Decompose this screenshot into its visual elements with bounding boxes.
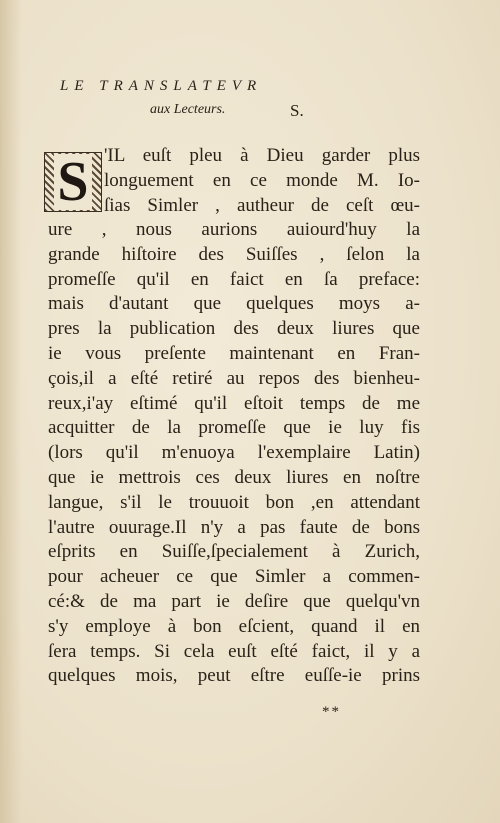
text-line: 'IL euſt pleu à Dieu garder plus — [104, 145, 420, 166]
text-line: ſera temps. Si cela euſt eſté faict, il y a — [48, 640, 420, 662]
text-line: promeſſe qu'il en faict en ſa preface: — [48, 268, 420, 290]
page-gutter-shadow — [0, 0, 22, 823]
text-line: acquitter de la promeſſe que ie luy fis — [48, 417, 420, 439]
drop-cap-letter: S — [54, 154, 91, 210]
body-text — [48, 218, 420, 689]
first-lines-block — [104, 144, 420, 218]
text-line: mais d'autant que quelques moys a- — [48, 293, 420, 315]
text-line: ſias Simler , autheur de ceſt œu- — [104, 194, 420, 216]
page-subheading: aux Lecteurs. — [150, 102, 226, 117]
text-line: langue, s'il le trouuoit bon ,en attendant — [48, 491, 420, 513]
text-line: eſprits en Suiſſe,ſpecialement à Zurich, — [48, 541, 420, 563]
catchword-mark: ** — [322, 704, 341, 720]
text-line: pour acheuer ce que Simler a commen- — [48, 566, 420, 588]
text-line: (lors qu'il m'enuoya l'exemplaire Latin) — [48, 442, 420, 464]
text-line: ure , nous aurions auiourd'huy la — [48, 219, 420, 240]
text-line: que ie mettrois ces deux liures en noſtre — [48, 466, 420, 488]
text-line: ie vous preſente maintenant en Fran- — [48, 342, 420, 364]
text-line: reux,i'ay eſtimé qu'il eſtoit temps de me — [48, 392, 420, 414]
text-line: longuement en ce monde M. Io- — [104, 169, 420, 191]
signature-mark: S. — [290, 101, 304, 120]
text-line: cé:& de ma part ie deſire que quelqu'vn — [48, 590, 420, 612]
text-line: l'autre ouurage.Il n'y a pas faute de bons — [48, 516, 420, 538]
text-line: grande hiſtoire des Suiſſes , ſelon la — [48, 243, 420, 265]
text-line: quelques mois, peut eſtre euſſe-ie prins — [48, 665, 420, 687]
text-line: s'y employe à bon eſcient, quand il en — [48, 615, 420, 637]
text-line: çois,il a eſté retiré au repos des bienheu- — [48, 367, 420, 389]
ornamental-drop-cap — [44, 152, 102, 212]
text-line: pres la publication des deux liures que — [48, 318, 420, 340]
page-heading: LE TRANSLATEVR — [60, 78, 263, 94]
